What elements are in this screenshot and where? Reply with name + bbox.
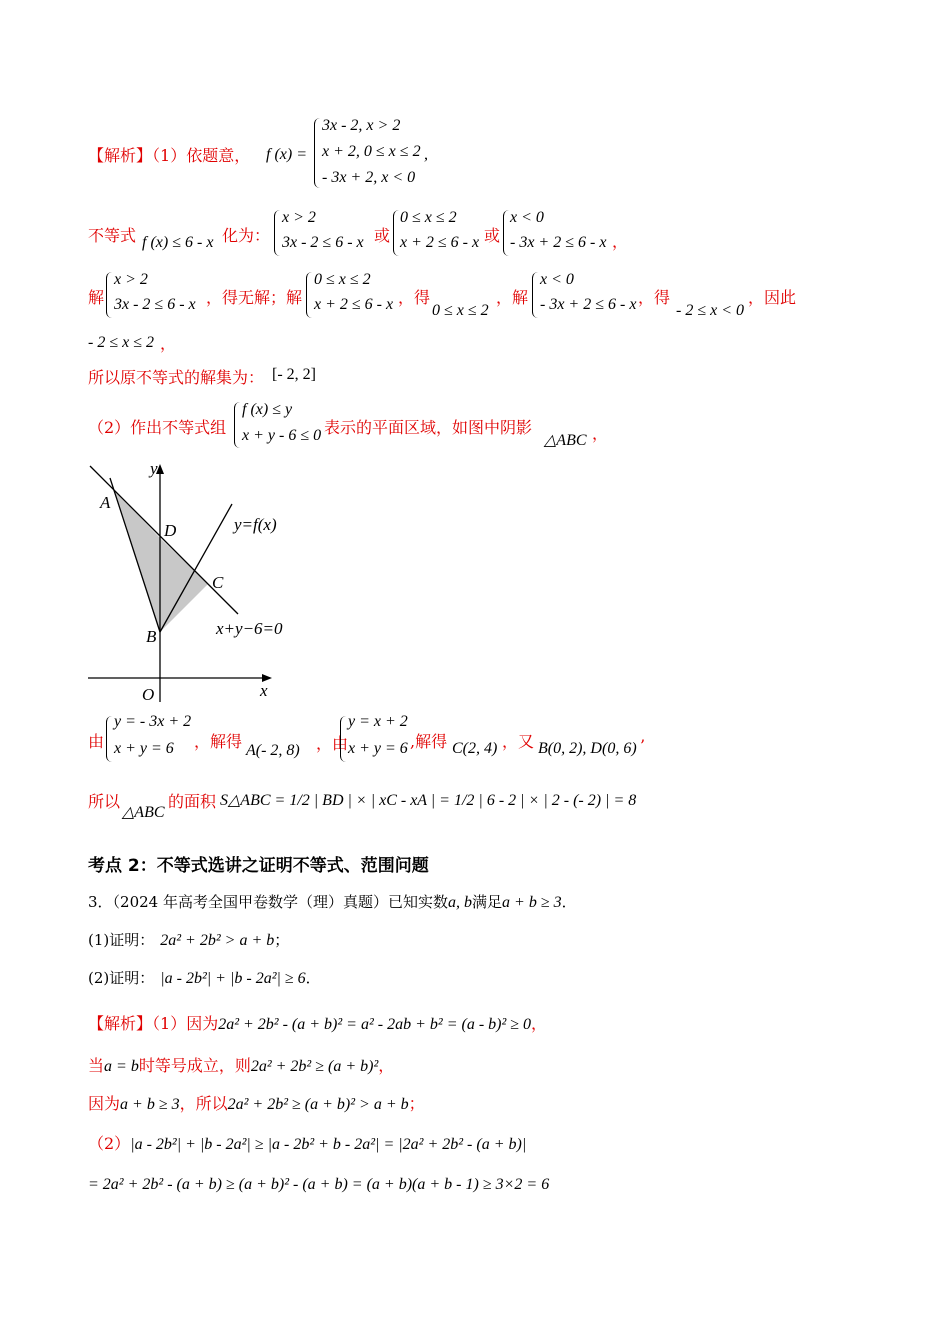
solution-set-label: 所以原不等式的解集为： (88, 368, 265, 387)
sub1-expr: 2a² + 2b² > a + b (160, 932, 275, 949)
line-label: x+y−6=0 (216, 619, 283, 638)
de1: ，得 (398, 288, 431, 307)
section-heading: 考点 2：不等式选讲之证明不等式、范围问题 (88, 856, 429, 876)
sysE1: y = x + 2 (348, 713, 408, 730)
to-label: 化为： (222, 226, 271, 245)
or1: 或 (374, 226, 391, 245)
sys2-1: f (x) ≤ y (242, 401, 293, 418)
ineq-prefix: 不等式 (88, 226, 137, 245)
s2-expr: 2a² + 2b² ≥ (a + b)² (250, 1058, 379, 1075)
suoyi: 所以 (88, 792, 121, 811)
s4: （2）|a - 2b²| + |b - 2a²| ≥ |a - 2b² + b - 2a²| = |2a² + 2b² - (a + b)| (88, 1134, 527, 1153)
case3: - 3x + 2, x < 0 (322, 169, 416, 186)
region-graph (86, 456, 306, 706)
sysA2: 3x - 2 ≤ 6 - x (282, 234, 364, 251)
sub1: (1)证明： 2a² + 2b² > a + b； (88, 931, 290, 949)
therefore: ，因此 (748, 288, 797, 307)
q3-vars: a, b (448, 894, 472, 911)
sysB1: 0 ≤ x ≤ 2 (400, 209, 457, 226)
origin-label: O (142, 685, 155, 704)
s5-expr: = 2a² + 2b² - (a + b) ≥ (a + b)² - (a + b) = (a + b)(a + b - 1) ≥ 3×2 = 6 (88, 1176, 550, 1193)
s3: 因为a + b ≥ 3，所以2a² + 2b² ≥ (a + b)² > a + b； (88, 1094, 425, 1113)
sysD2: x + y = 6 (114, 740, 174, 757)
s1: 【解析】（1）因为2a² + 2b² - (a + b)² = a² - 2ab + b² = (a - b)² ≥ 0， (88, 1014, 548, 1033)
sysA-brace (274, 210, 282, 256)
comma: , (424, 146, 428, 163)
s1-expr: 2a² + 2b² - (a + b)² = a² - 2ab + b² = (a - b)² ≥ 0 (218, 1016, 532, 1033)
range-end: ， (160, 334, 177, 353)
jie-sysC1: x < 0 (540, 271, 574, 288)
jiede2: 解得 (415, 732, 448, 751)
s2: 当a = b时等号成立，则2a² + 2b² ≥ (a + b)²， (88, 1056, 395, 1075)
q3-stem: 3．（2024 年高考全国甲卷数学（理）真题）已知实数a, b满足a + b ≥ 3． (88, 893, 577, 911)
sysB2: x + 2 ≤ 6 - x (400, 234, 480, 251)
q3-cond: a + b ≥ 3 (502, 894, 562, 911)
jie-sysC2: - 3x + 2 ≤ 6 - x (540, 296, 637, 313)
jiexi-label: 【解析】（1）依题意， (88, 146, 251, 165)
sysC2: - 3x + 2 ≤ 6 - x (510, 234, 607, 251)
sub2: (2)证明： |a - 2b²| + |b - 2a²| ≥ 6． (88, 969, 321, 987)
res-b: 0 ≤ x ≤ 2 (432, 302, 489, 319)
point-a: A(- 2, 8) (246, 742, 300, 759)
jiede: ，解得 (194, 732, 243, 751)
sysC1: x < 0 (510, 209, 544, 226)
sysA1: x > 2 (282, 209, 316, 226)
curve-label: y=f(x) (234, 515, 277, 534)
jie: 解 (88, 288, 105, 307)
no-solution: ，得无解；解 (206, 288, 303, 307)
sub2-expr: |a - 2b²| + |b - 2a²| ≥ 6 (160, 970, 306, 987)
jie-sysB2: x + 2 ≤ 6 - x (314, 296, 394, 313)
solution-set: [- 2, 2] (272, 366, 316, 383)
area-of: 的面积 (168, 792, 217, 811)
s3-expr: 2a² + 2b² ≥ (a + b)² > a + b (227, 1096, 409, 1113)
shaded-triangle (114, 490, 208, 632)
area-formula: S△ABC = 1/2 | BD | × | xC - xA | = 1/2 | 6 - 2 | × | 2 - (- 2) | = 8 (220, 792, 637, 809)
triangle-abc: △ABC (544, 432, 587, 449)
triangle-abc-2: △ABC (122, 804, 165, 821)
jie2: ，解 (496, 288, 529, 307)
point-c: C(2, 4) (452, 740, 498, 757)
x-axis-label: x (260, 681, 268, 700)
point-d-label: D (164, 521, 177, 540)
ineq-expr: f (x) ≤ 6 - x (142, 234, 214, 251)
point-a-label: A (100, 493, 111, 512)
points-bd: B(0, 2), D(0, 6) (538, 740, 637, 757)
or2: 或 (484, 226, 501, 245)
q2-intro: （2）作出不等式组 (88, 418, 227, 437)
region-text: 表示的平面区域，如图中阴影 (324, 418, 533, 437)
sysE2: x + y = 6 (348, 740, 408, 757)
you: 由 (88, 732, 105, 751)
s4-expr: |a - 2b²| + |b - 2a²| ≥ |a - 2b² + b - 2a²| = |2a² + 2b² - (a + b)| (130, 1136, 527, 1153)
de2: ，得 (638, 288, 671, 307)
jie-sysA2: 3x - 2 ≤ 6 - x (114, 296, 196, 313)
sysD1: y = - 3x + 2 (114, 713, 192, 730)
q1-intro: （1）依题意， (152, 146, 251, 165)
res-c: - 2 ≤ x < 0 (676, 302, 745, 319)
y-axis-label: y (150, 459, 158, 478)
case2: x + 2, 0 ≤ x ≤ 2 (322, 143, 421, 160)
case1: 3x - 2, x > 2 (322, 117, 401, 134)
jie-sysA1: x > 2 (114, 271, 148, 288)
sys2-2: x + y - 6 ≤ 0 (242, 427, 322, 444)
you2: 由 (332, 734, 349, 753)
jie-sysB1: 0 ≤ x ≤ 2 (314, 271, 371, 288)
point-c-label: C (212, 573, 224, 592)
point-b-label: B (146, 627, 157, 646)
range: - 2 ≤ x ≤ 2 (88, 334, 154, 351)
again: 又 (518, 732, 535, 751)
f-def: f (x) = (266, 146, 307, 163)
